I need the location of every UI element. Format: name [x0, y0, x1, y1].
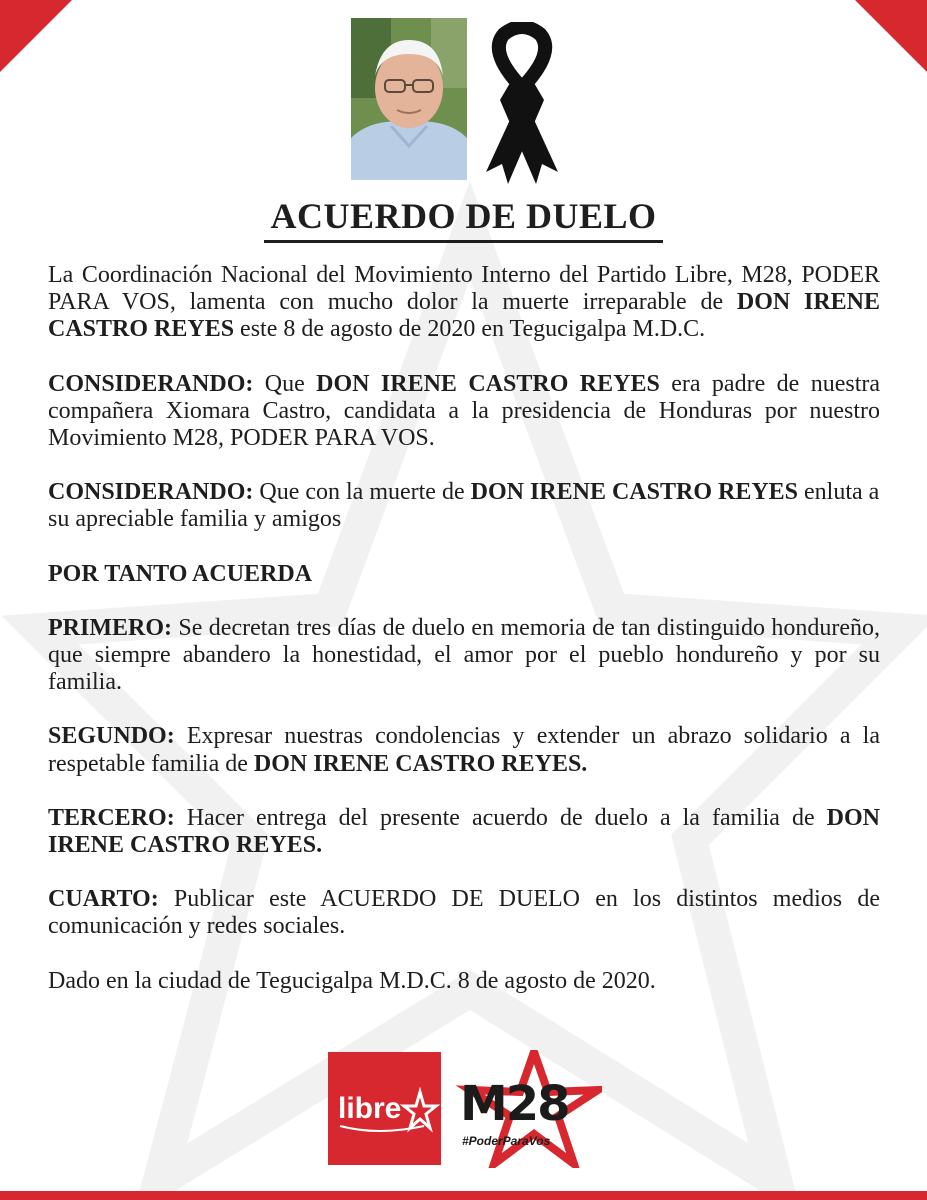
bold-text-segment: DON IRENE CASTRO REYES. — [48, 804, 880, 859]
tercero-paragraph — [48, 805, 880, 859]
bold-text-segment: CONSIDERANDO: — [48, 370, 254, 397]
bold-text-segment: CONSIDERANDO: — [48, 479, 254, 506]
closing-paragraph — [48, 968, 880, 995]
bold-text-segment: DON IRENE CASTRO REYES — [470, 479, 799, 506]
star-icon — [404, 1092, 436, 1128]
text-segment: Que con la muerte de — [253, 479, 471, 506]
text-segment: enluta a su apreciable familia y amigos — [48, 479, 880, 533]
text-segment: este 8 de agosto de 2020 en Tegucigalpa M.D.C. — [234, 316, 706, 343]
m28-tagline: #PoderParaVos — [462, 1134, 551, 1148]
text-segment: Expresar nuestras condolencias y extender un abrazo solidario a la respetable familia de — [48, 723, 880, 777]
black-ribbon-icon — [472, 22, 572, 192]
bold-text-segment: POR TANTO ACUERDA — [48, 560, 313, 587]
considerando-paragraph-1 — [48, 371, 880, 453]
bold-text-segment: PRIMERO: — [48, 614, 172, 641]
document-title — [0, 196, 927, 243]
bold-text-segment: SEGUNDO: — [48, 723, 175, 750]
libre-logo-text: libre — [338, 1092, 402, 1125]
bold-text-segment: CUARTO: — [48, 886, 159, 913]
text-segment: Publicar este ACUERDO DE DUELO en los distintos medios de comunicación y redes sociales. — [48, 886, 880, 940]
considerando-paragraph-2 — [48, 479, 880, 533]
m28-logo — [452, 1050, 602, 1168]
segundo-paragraph — [48, 723, 880, 777]
bold-text-segment: DON IRENE CASTRO REYES. — [253, 750, 588, 777]
bold-text-segment: DON IRENE CASTRO REYES — [48, 289, 880, 343]
text-segment: Que — [253, 370, 317, 397]
m28-logo-text: M28 — [460, 1076, 569, 1132]
corner-accent-left — [0, 0, 72, 72]
portrait-photo — [351, 18, 467, 180]
bold-text-segment: TERCERO: — [48, 804, 175, 831]
text-segment: Se decretan tres días de duelo en memoria de tan distinguido hondureño, que siempre abandero la honestidad, el amor por el pueblo hondureño y por su familia. — [48, 614, 880, 696]
intro-paragraph — [48, 262, 880, 344]
text-segment: Dado en la ciudad de Tegucigalpa M.D.C. 8 de agosto de 2020. — [48, 967, 656, 994]
bold-text-segment: DON IRENE CASTRO REYES — [316, 370, 660, 397]
text-segment: La Coordinación Nacional del Movimiento Interno del Partido Libre, M28, PODER PARA VOS, lamenta con mucho dolor la muerte irreparable de — [48, 262, 880, 316]
document-body — [48, 262, 880, 1022]
libre-logo — [328, 1052, 441, 1165]
text-segment: Hacer entrega del presente acuerdo de duelo a la familia de — [174, 804, 827, 831]
text-segment: era padre de nuestra compañera Xiomara Castro, candidata a la presidencia de Honduras por nuestro Movimiento M28, PODER PARA VOS. — [48, 370, 881, 452]
cuarto-paragraph — [48, 886, 880, 940]
document-title-text: ACUERDO DE DUELO — [264, 196, 662, 243]
corner-accent-right — [855, 0, 927, 72]
por-tanto-heading — [48, 561, 880, 588]
primero-paragraph — [48, 615, 880, 697]
bottom-accent-bar — [0, 1191, 927, 1200]
